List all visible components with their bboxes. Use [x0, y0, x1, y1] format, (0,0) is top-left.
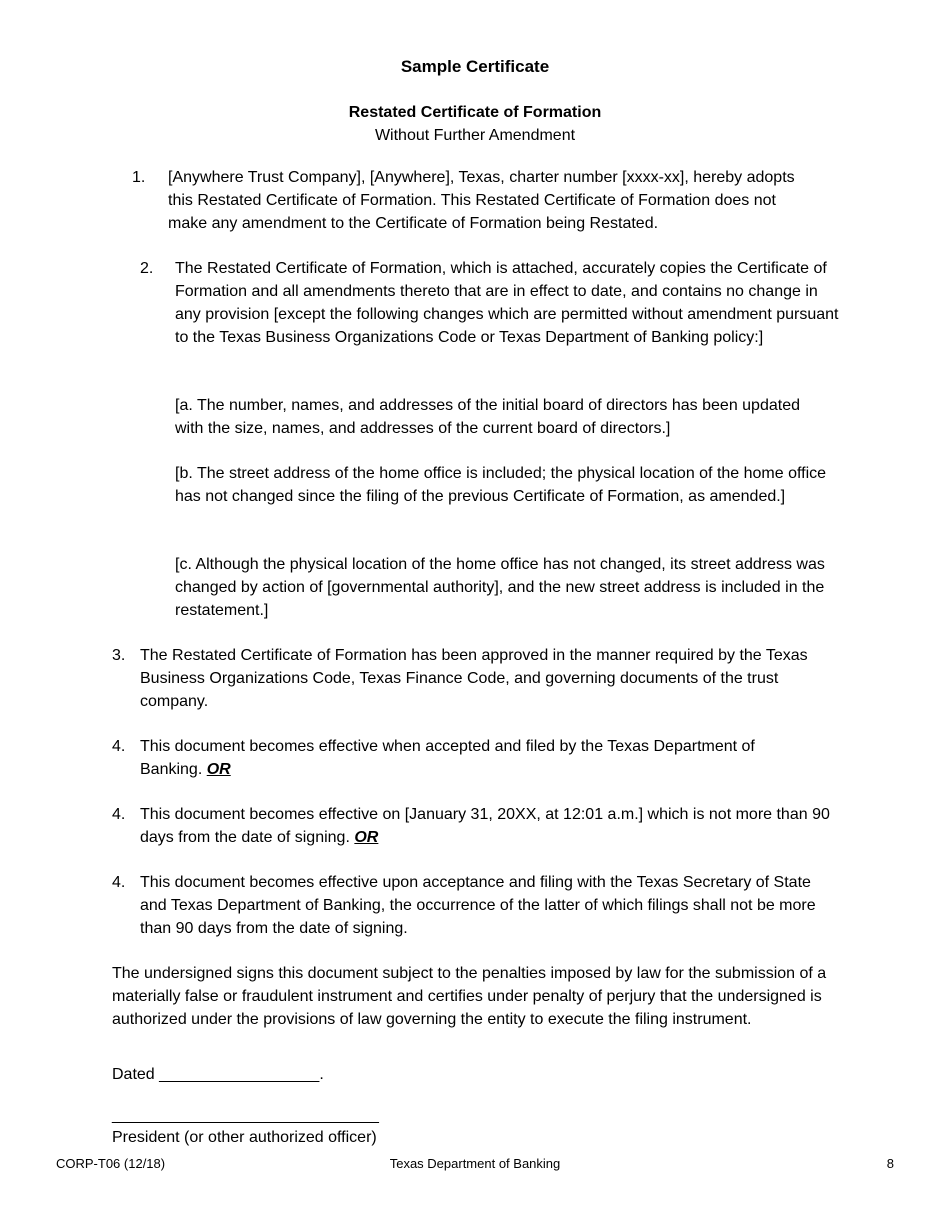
footer-page-number: 8	[886, 1156, 894, 1171]
item-1-text: [Anywhere Trust Company], [Anywhere], Texas, charter number [xxxx-xx], hereby adopts this Restated Certificate of Formation. This Restated Certificate of Formation does not make any amendment to the Certificate of Formation being Restated.	[168, 169, 795, 232]
dated-line	[112, 1063, 324, 1086]
item-2-number: 2.	[140, 260, 154, 277]
item-2-sub-c: [c. Although the physical location of the home office has not changed, its street address was changed by action of [governmental authority], and the new street address is included in the restatement.]	[175, 556, 825, 619]
item-1-number: 1.	[132, 169, 146, 186]
dated-blank: __________________.	[159, 1066, 324, 1083]
item-3-number: 3.	[112, 647, 126, 664]
item-4c-text: This document becomes effective upon acceptance and filing with the Texas Secretary of State and Texas Department of Banking, the occurrence of the latter of which filings shall not be more than 90 days from the date of signing.	[140, 874, 816, 937]
footer-form-id: CORP-T06 (12/18)	[56, 1156, 166, 1171]
item-4a-text: This document becomes effective when accepted and filed by the Texas Department of Banking.	[140, 738, 755, 778]
document-heading: Restated Certificate of Formation	[348, 104, 602, 121]
item-4b-number: 4.	[112, 806, 126, 823]
item-4b-text: This document becomes effective on [January 31, 20XX, at 12:01 a.m.] which is not more than 90 days from the date of signing.	[140, 806, 830, 846]
item-2-sub-b: [b. The street address of the home office is included; the physical location of the home office has not changed since the filing of the previous Certificate of Formation, as amended.]	[175, 465, 827, 505]
signature-label: President (or other authorized officer)	[112, 1129, 377, 1146]
item-2-sub-a: [a. The number, names, and addresses of the initial board of directors has been updated with the size, names, and addresses of the current board of directors.]	[175, 397, 800, 437]
item-4c-number: 4.	[112, 874, 126, 891]
item-4a-number: 4.	[112, 738, 126, 755]
item-4a-or: OR	[206, 761, 231, 778]
page-title: Sample Certificate	[400, 57, 550, 76]
footer-agency: Texas Department of Banking	[389, 1156, 561, 1171]
dated-label: Dated	[112, 1066, 155, 1083]
item-3-text: The Restated Certificate of Formation has been approved in the manner required by the Texas Business Organizations Code, Texas Finance Code, and governing documents of the trust company.	[140, 647, 808, 710]
item-4a-paragraph	[140, 735, 815, 781]
item-4b-paragraph	[140, 803, 830, 849]
closing-statement: The undersigned signs this document subject to the penalties imposed by law for the submission of a materially false or fraudulent instrument and certifies under penalty of perjury that the undersigned is authorized under the provisions of law governing the entity to execute the filing instrument.	[112, 965, 827, 1028]
item-4b-or: OR	[354, 829, 379, 846]
document-subheading: Without Further Amendment	[374, 127, 576, 144]
item-2-text: The Restated Certificate of Formation, which is attached, accurately copies the Certificate of Formation and all amendments thereto that are in effect to date, and contains no change in any provision [except the following changes which are permitted without amendment pursuant to the Texas Business Organizations Code or Texas Department of Banking policy:]	[175, 260, 839, 346]
signature-line: ______________________________	[112, 1107, 379, 1124]
